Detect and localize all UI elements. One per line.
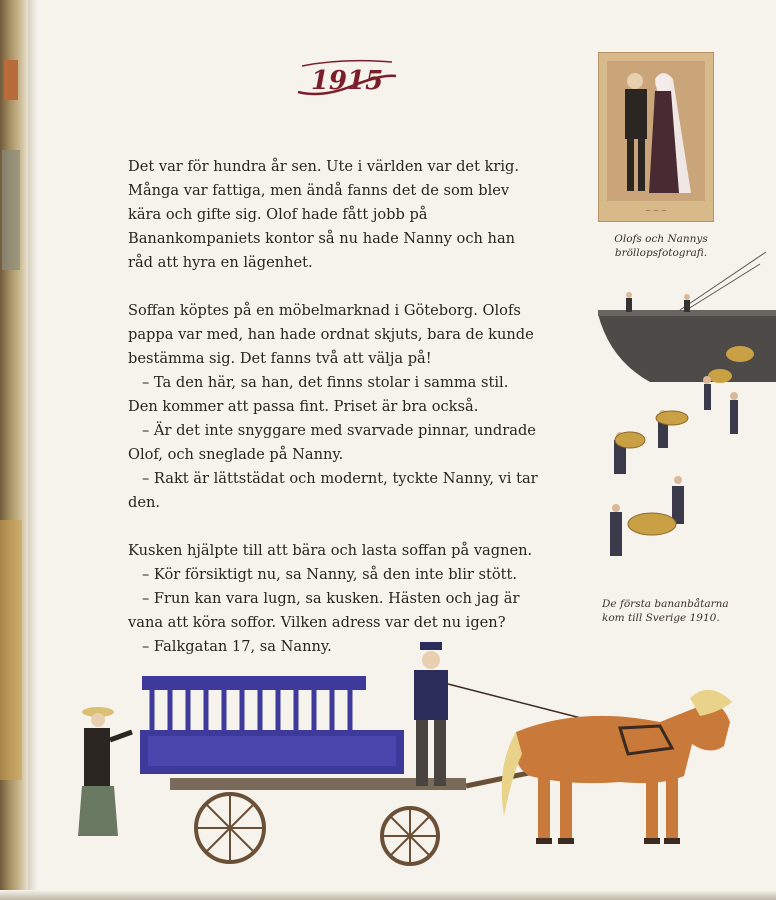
dialogue-line: – Rakt är lättstädat och modernt, tyckte Nanny, vi tar den. [128,470,538,511]
ship-caption: De första bananbåtarna kom till Sverige 1910. [602,598,729,624]
dialogue-line: – Kör försiktigt nu, sa Nanny, så den inte blir stött. [142,566,517,583]
svg-text:~ ~ ~: ~ ~ ~ [644,207,668,215]
photo-caption: Olofs och Nannys bröllopsfotografi. [614,233,708,259]
paragraph-coachman: Kusken hjälpte till att bära och lasta soffan på vagnen. [128,542,533,559]
dialogue-line: – Frun kan vara lugn, sa kusken. Hästen och jag är vana att köra soffor. Vilken adress var det nu igen? [128,590,520,631]
dialogue-line: – Falkgatan 17, sa Nanny. [142,638,332,655]
year-heading [292,52,402,108]
banana-boat-illustration [590,250,776,590]
dialogue-line: – Ta den här, sa han, det finns stolar i samma stil. Den kommer att passa fint. Priset är bra också. [128,374,509,415]
spine-decoration [4,60,18,100]
dialogue-line: – Är det inte snyggare med svarvade pinnar, undrade Olof, och sneglade på Nanny. [128,422,536,463]
page-bottom-edge [0,890,776,900]
paragraph-intro: Det var för hundra år sen. Ute i världen var det krig. Många var fattiga, men ändå fanns det de som blev kära och gifte sig. Olof hade fått jobb på Banankompaniets kontor så nu hade Nanny och han råd att hyra en lägenhet. [128,158,520,271]
sofa [140,676,404,774]
story-text [128,155,538,659]
wedding-photo [598,52,714,222]
horse [502,690,732,844]
horse-cart-illustration [60,636,750,866]
year-text: 1915 [310,66,384,96]
spine-decoration [2,150,20,270]
spine-decoration [0,520,22,780]
year-flourish-illustration [292,52,402,108]
woman-figure [78,707,132,836]
book-spine [0,0,28,900]
wedding-couple-illustration [599,53,713,221]
page-gutter [28,0,38,900]
paragraph-market: Soffan köptes på en möbelmarknad i Göteborg. Olofs pappa var med, han hade ordnat skjuts, bara de kunde bestämma sig. Det fanns två att välja på! [128,302,534,367]
